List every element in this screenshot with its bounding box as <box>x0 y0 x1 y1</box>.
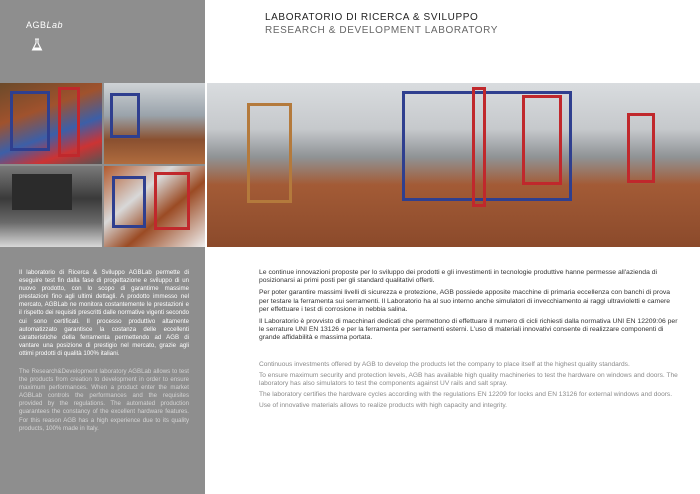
salt-spray-chamber-photo <box>0 166 102 247</box>
brand-suffix: Lab <box>46 20 64 30</box>
warehouse-photo <box>104 83 205 164</box>
paragraph: Continuous investments offered by AGB to develop the products let the company to place itself at the highest quality standards. <box>259 361 630 368</box>
test-rig-photo <box>0 83 102 164</box>
page-title: LABORATORIO DI RICERCA & SVILUPPO <box>265 12 479 23</box>
sidebar-text-italian: Il laboratorio di Ricerca & Sviluppo AGBLab permette di eseguire test fin dalla fase di progettazione e sviluppo di un nuovo prodotto, con lo scopo di garantirne massime prestazioni fino agli ultimi dettagli. A prodotto immesso nel mercato, AGBLab ne monitora costantemente le prestazioni e il rispetto dei requisiti prescritti dalle normative vigenti secondo cui sono certificati. Il processo produttivo altamente automatizzato garantisce la costanza delle eccellenti caratteristiche della ferramenta permettendo ad AGB di vantare una posizione di prestigio nel mercato, grazie agli ottimi prodotti di qualità 100% italiani. <box>19 269 189 357</box>
window-test-photo <box>104 166 205 247</box>
paragraph: The laboratory certifies the hardware cycles according with the regulations EN 12209 for locks and EN 13126 for external windows and doors. <box>259 391 673 398</box>
paragraph: To ensure maximum security and protection levels, AGB has available high quality machineries to test the hardware on windows and doors. The laboratory has also simulators to test the components against UV rails and salt spray. <box>259 372 678 387</box>
paragraph: Per poter garantire massimi livelli di sicurezza e protezione, AGB possiede apposite macchine di primaria eccellenza con banchi di prova per testare la ferramenta sui serramenti. Il Laboratorio ha al suo interno anche simulatori di invecchiamento ai raggi ultravioletti e camere per effettuare i test di corrosione in nebbia salina. <box>259 289 671 313</box>
page-subtitle: RESEARCH & DEVELOPMENT LABORATORY <box>265 25 499 36</box>
flask-icon <box>31 38 43 52</box>
paragraph: Le continue innovazioni proposte per lo sviluppo dei prodotti e gli investimenti in tecnologie produttive hanne permesse all'azienda di posizionarsi ai primi posti per gli standard qualitativi offerti. <box>259 269 658 285</box>
paragraph: Use of innovative materials allows to realize products with high capacity and integrity. <box>259 402 507 409</box>
brand-logo[interactable] <box>26 20 63 30</box>
main-text-italian <box>259 269 679 347</box>
sidebar-text-english: The Research&Development laboratory AGBLab allows to test the products from creation to development in order to ensure maximum performances. When a product enter the market AGBLab controls the performances and the requisites provided by the regulations. The automated production guarantees the constancy of the excellent hardware features. For this reason AGB has a high experience due to its quality products, 100% made in Italy. <box>19 368 189 432</box>
paragraph: Il Laboratorio è provvisto di macchinari dedicati che permettono di effettuare il numero di cicli richiesti dalla normativa UNI EN 12209:06 per le serrature UNI EN 13126 e per la ferramenta per serramenti esterni. L'uso di materiali innovativi consente di realizzare componenti di grande affidabilità e massima portata. <box>259 318 678 342</box>
main-text-english <box>259 361 679 413</box>
laboratory-panorama-photo <box>207 83 700 247</box>
brand-name: AGB <box>26 20 47 30</box>
